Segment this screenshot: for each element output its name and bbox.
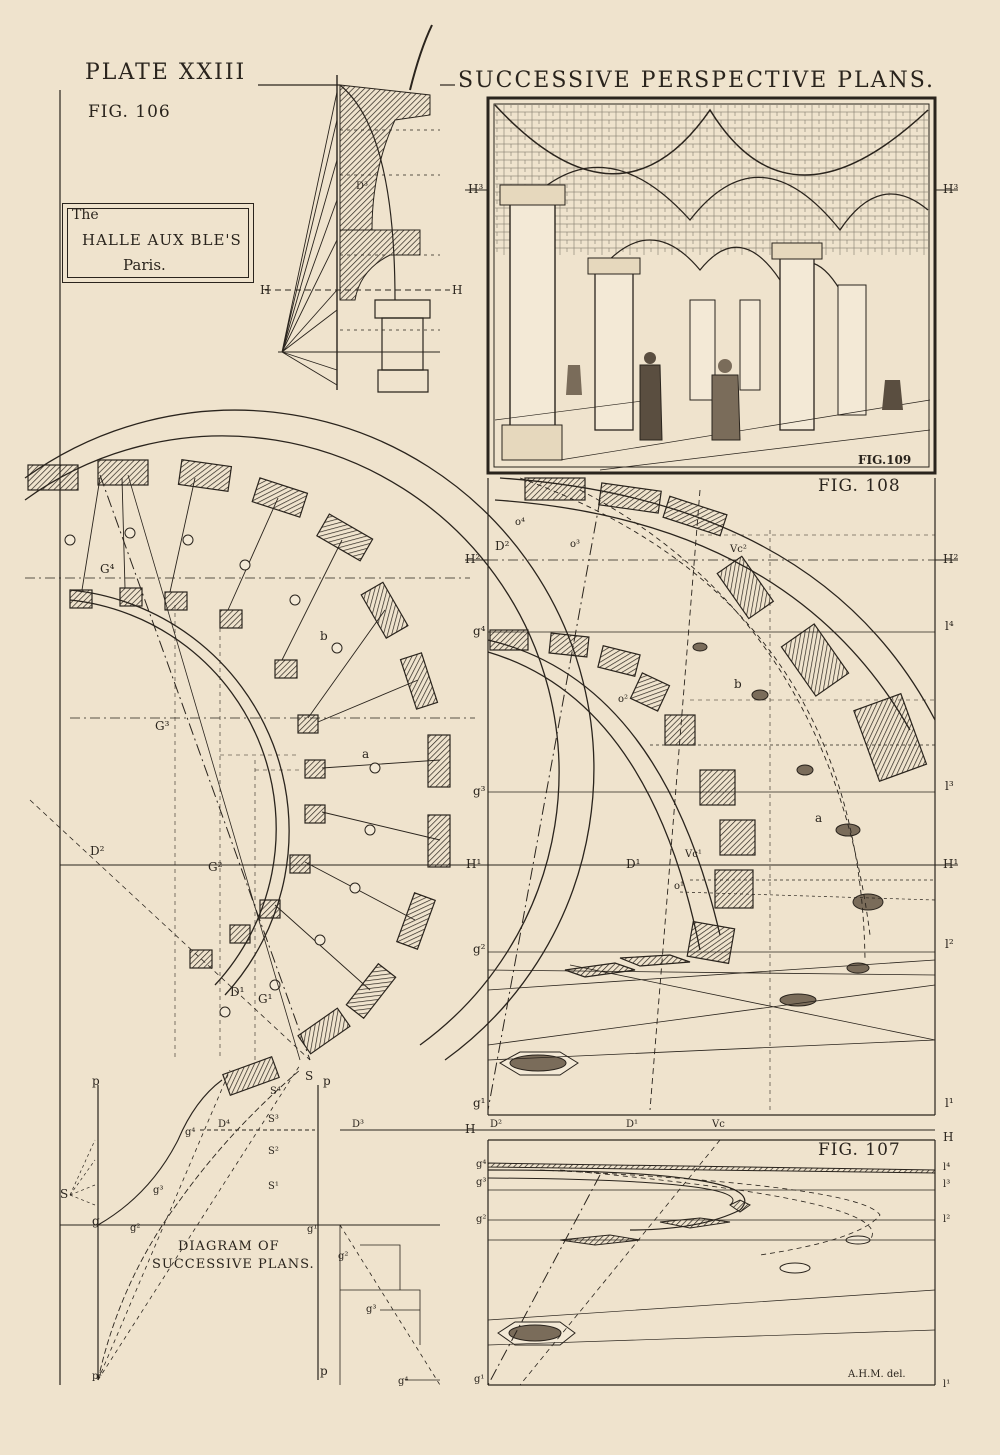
label-S1: S¹ bbox=[268, 1181, 279, 1192]
label-l4-fig108: l⁴ bbox=[945, 619, 954, 633]
label-g4-fig108: g⁴ bbox=[473, 624, 486, 638]
diagram-caption-line-1: DIAGRAM OF bbox=[178, 1239, 280, 1254]
label-g1-diagram: g¹ bbox=[307, 1224, 318, 1235]
title-line-3: Paris. bbox=[123, 256, 166, 274]
fig108-perspective-plan bbox=[488, 478, 935, 1115]
fig108-label: FIG. 108 bbox=[818, 476, 901, 496]
label-H-bottom: H bbox=[465, 1122, 476, 1136]
label-S3: S³ bbox=[268, 1114, 279, 1125]
label-S4: S⁴ bbox=[270, 1086, 281, 1097]
label-S-right: S bbox=[305, 1069, 314, 1083]
label-D2-plan: D² bbox=[90, 844, 105, 858]
fig107-label: FIG. 107 bbox=[818, 1140, 901, 1160]
label-l1-fig108: l¹ bbox=[945, 1096, 954, 1110]
label-D1-diagram: D¹ bbox=[626, 1119, 639, 1130]
label-S2: S² bbox=[268, 1146, 279, 1157]
fig109-crypt-engraving bbox=[488, 98, 935, 473]
label-p-bottom: p bbox=[320, 1364, 328, 1378]
label-D4-diagram: D⁴ bbox=[218, 1119, 231, 1130]
label-H3-right: H³ bbox=[943, 182, 959, 196]
label-b-plan: b bbox=[320, 629, 328, 643]
title-line-1: The bbox=[72, 207, 99, 223]
label-H3-left: H³ bbox=[468, 182, 484, 196]
diagram-caption-line-2: SUCCESSIVE PLANS. bbox=[152, 1257, 315, 1272]
label-D2-fig108: D² bbox=[495, 539, 510, 553]
label-l2-fig108: l² bbox=[945, 937, 954, 951]
label-o4: o⁴ bbox=[515, 517, 526, 528]
label-l3-fig108: l³ bbox=[945, 779, 954, 793]
label-g2-steps: g² bbox=[338, 1251, 349, 1262]
label-g4-steps: g⁴ bbox=[398, 1376, 409, 1387]
label-l4-fig107: l⁴ bbox=[943, 1162, 951, 1173]
label-D2-diagram: D² bbox=[490, 1119, 503, 1130]
label-Vc: Vc bbox=[712, 1119, 725, 1130]
label-D1-plan: D¹ bbox=[230, 985, 245, 999]
label-G4: G⁴ bbox=[100, 562, 115, 576]
fig106-section-drawing bbox=[265, 25, 450, 392]
label-H-right: H bbox=[452, 283, 463, 297]
label-p-right: p bbox=[323, 1074, 331, 1088]
label-G2: G² bbox=[208, 860, 223, 874]
label-G1: G¹ bbox=[258, 992, 273, 1006]
label-g2-diagram: g² bbox=[130, 1223, 141, 1234]
label-D3-diagram: D³ bbox=[352, 1119, 365, 1130]
label-H2-left: H² bbox=[465, 552, 481, 566]
fig109-label: FIG.109 bbox=[858, 453, 912, 467]
label-p1: p¹ bbox=[92, 1371, 103, 1382]
label-g1-fig108: g¹ bbox=[473, 1096, 486, 1110]
label-H2-right: H² bbox=[943, 552, 959, 566]
label-D3-section: D³ bbox=[356, 181, 369, 192]
label-o3: o³ bbox=[570, 539, 581, 550]
label-a-fig108: a bbox=[815, 811, 823, 825]
label-o2: o² bbox=[618, 694, 629, 705]
label-g3-fig108: g³ bbox=[473, 784, 486, 798]
label-H-left: H bbox=[260, 283, 271, 297]
label-a-plan: a bbox=[362, 747, 370, 761]
label-g2-fig108: g² bbox=[473, 942, 486, 956]
label-l2-fig107: l² bbox=[943, 1214, 951, 1225]
label-g3-steps: g³ bbox=[366, 1304, 377, 1315]
label-g4-diagram: g⁴ bbox=[185, 1127, 196, 1138]
label-G3: G³ bbox=[155, 719, 170, 733]
successive-plans-diagram bbox=[60, 1065, 935, 1385]
label-H1-left: H¹ bbox=[466, 857, 482, 871]
plate-title: SUCCESSIVE PERSPECTIVE PLANS. bbox=[458, 68, 936, 93]
label-H-fig107: H bbox=[943, 1130, 954, 1144]
label-p-left: p bbox=[92, 1074, 100, 1088]
label-g2-fig107: g² bbox=[476, 1214, 487, 1225]
label-D1-fig108: D¹ bbox=[626, 857, 641, 871]
plate-number: PLATE XXIII bbox=[85, 60, 247, 85]
label-b-fig108: b bbox=[734, 677, 742, 691]
label-l1-fig107: l¹ bbox=[943, 1379, 951, 1390]
label-H1-right: H¹ bbox=[943, 857, 959, 871]
label-o1: o¹ bbox=[674, 881, 685, 892]
label-l3-fig107: l³ bbox=[943, 1179, 951, 1190]
label-Vc1: Vc¹ bbox=[685, 849, 702, 860]
label-g3-diagram: g³ bbox=[153, 1185, 164, 1196]
label-g3-fig107: g³ bbox=[476, 1177, 487, 1188]
fig107-perspective-strip bbox=[488, 1140, 935, 1385]
fig106-circular-plan bbox=[25, 410, 594, 1095]
label-Vc2: Vc² bbox=[730, 544, 747, 555]
draughtsman-credit: A.H.M. del. bbox=[848, 1369, 906, 1380]
label-g4-fig107: g⁴ bbox=[476, 1159, 487, 1170]
label-S-left: S bbox=[60, 1187, 69, 1201]
fig106-label: FIG. 106 bbox=[88, 102, 171, 122]
label-g1-fig107: g¹ bbox=[474, 1374, 485, 1385]
title-line-2: HALLE AUX BLE'S bbox=[82, 231, 242, 249]
label-g-diagram: g bbox=[92, 1214, 100, 1228]
